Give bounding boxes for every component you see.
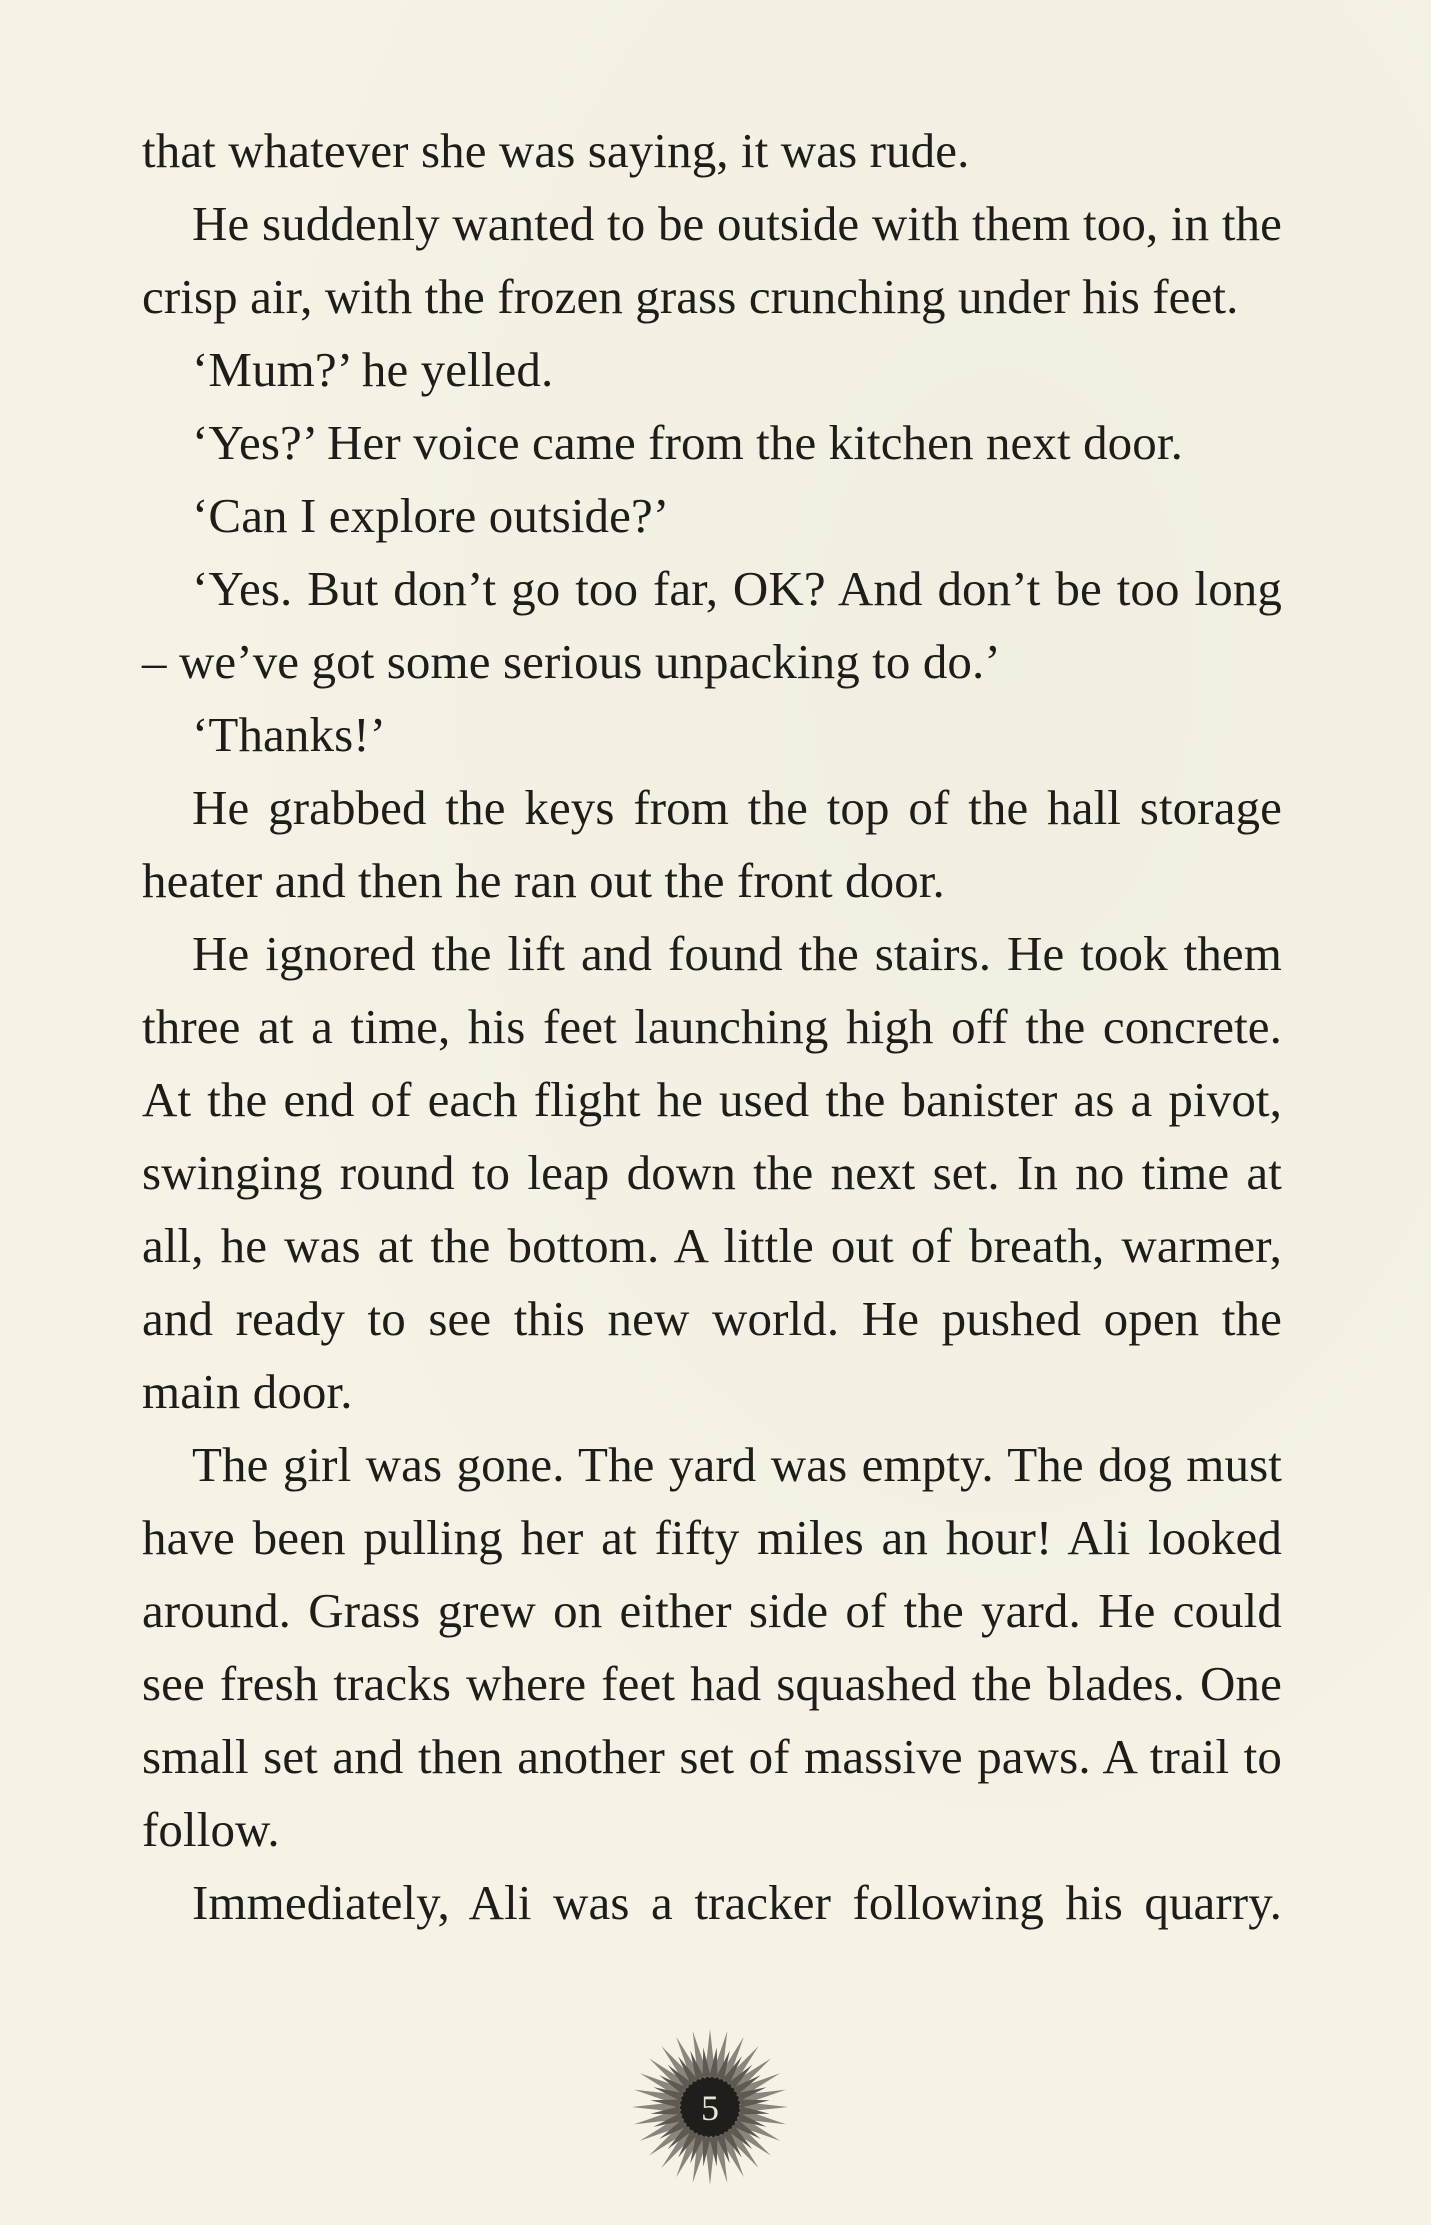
paragraph-dialogue: ‘Yes?’ Her voice came from the kitchen next door.: [192, 415, 1183, 470]
paragraph: The girl was gone. The yard was empty. The dog must have been pulling her at fifty miles an hour! Ali looked around. Grass grew on either side of the yard. He could see fresh tracks where feet had squashed the blades. One small set and then another set of massive paws. A trail to follow.: [142, 1437, 1282, 1857]
paragraph-continuation: that whatever she was saying, it was rude.: [142, 123, 970, 178]
paragraph-last: Immediately, Ali was a tracker following his quarry.: [192, 1875, 1282, 1930]
page-number: 5: [701, 2088, 719, 2128]
paragraph: He ignored the lift and found the stairs. He took them three at a time, his feet launching high off the concrete. At the end of each flight he used the banister as a pivot, swinging round to leap down the next set. In no time at all, he was at the bottom. A little out of breath, warmer, and ready to see this new world. He pushed open the main door.: [142, 926, 1282, 1419]
body-text: [142, 114, 1282, 1939]
paragraph-dialogue: ‘Mum?’ he yelled.: [192, 342, 554, 397]
paragraph-dialogue: ‘Yes. But don’t go too far, OK? And don’t be too long – we’ve got some serious unpacking to do.’: [142, 561, 1282, 689]
paragraph-dialogue: ‘Can I explore outside?’: [192, 488, 670, 543]
paragraph-dialogue: ‘Thanks!’: [192, 707, 387, 762]
paragraph: He suddenly wanted to be outside with them too, in the crisp air, with the frozen grass crunching under his feet.: [142, 196, 1282, 324]
paragraph: He grabbed the keys from the top of the hall storage heater and then he ran out the front door.: [142, 780, 1282, 908]
